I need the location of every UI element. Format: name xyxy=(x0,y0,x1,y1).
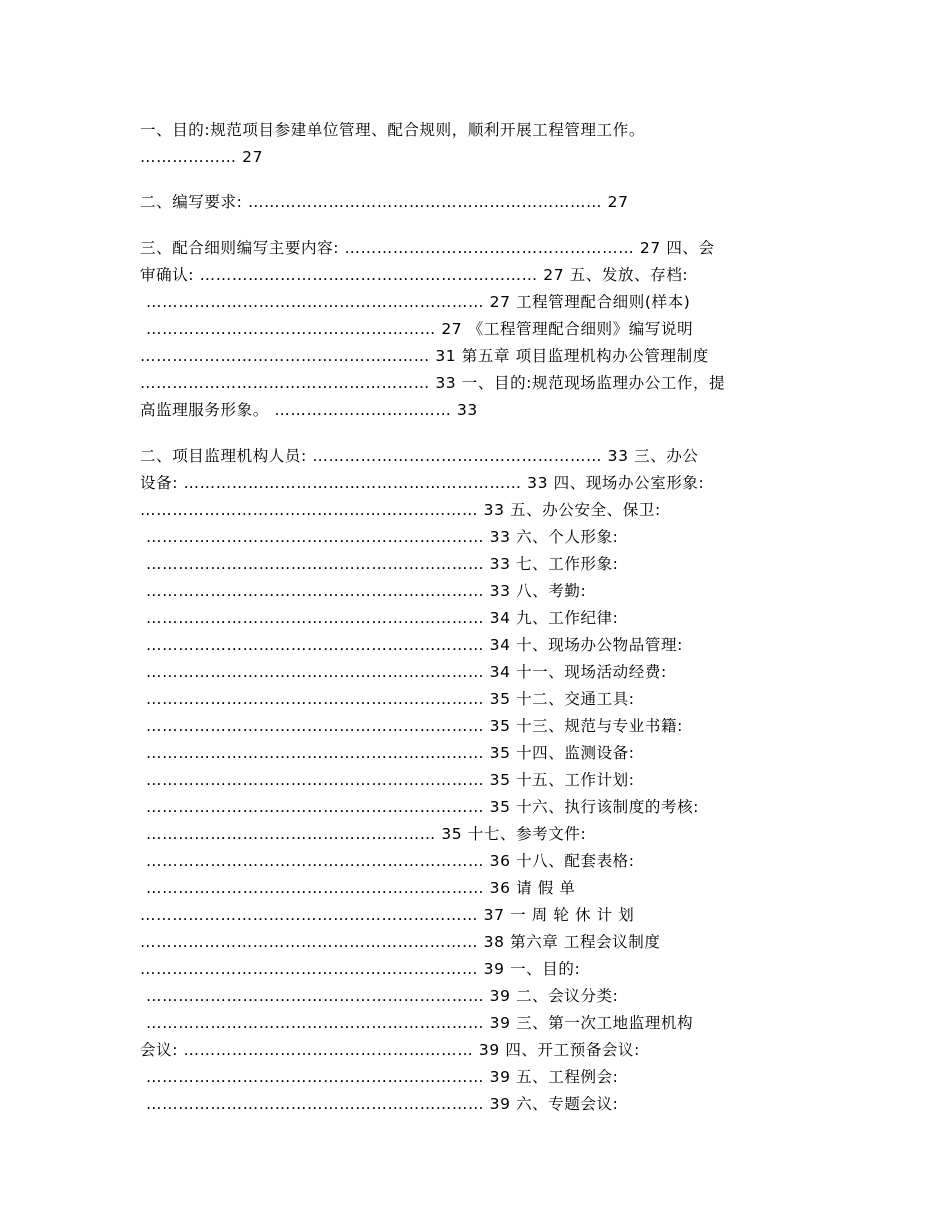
toc-line: ……………………………………………………… 36 十八、配套表格: xyxy=(146,852,635,870)
toc-line: ……………………………………………………… 39 二、会议分类: xyxy=(146,987,619,1005)
toc-line: 二、编写要求: ………………………………………………………… 27 xyxy=(140,193,629,211)
toc-line: 一、目的:规范项目参建单位管理、配合规则，顺利开展工程管理工作。 xyxy=(140,121,645,139)
toc-line: ……………………………………………………… 35 十三、规范与专业书籍: xyxy=(146,717,683,735)
toc-line: ……………………………………………………… 35 十五、工作计划: xyxy=(146,771,635,789)
toc-line: ……………………………………………………… 39 六、专题会议: xyxy=(146,1095,619,1113)
toc-line: ……………………………………………… 33 一、目的:规范现场监理办公工作，提 xyxy=(140,374,726,392)
toc-line: ……………………………………………………… 39 五、工程例会: xyxy=(146,1068,619,1086)
toc-line: ……………………………………………………… 34 九、工作纪律: xyxy=(146,609,619,627)
toc-line: ……………………………………………………… 37 一 周 轮 休 计 划 xyxy=(140,906,635,924)
toc-line: ……………… 27 xyxy=(140,148,264,166)
toc-line: 设备: ……………………………………………………… 33 四、现场办公室形象: xyxy=(140,474,705,492)
toc-line: 会议: ……………………………………………… 39 四、开工预备会议: xyxy=(140,1041,640,1059)
toc-line: ……………………………………………………… 34 十、现场办公物品管理: xyxy=(146,636,683,654)
toc-line: ……………………………………………………… 35 十二、交通工具: xyxy=(146,690,635,708)
toc-line: ……………………………………………………… 39 三、第一次工地监理机构 xyxy=(146,1014,694,1032)
toc-line: ……………………………………………………… 33 八、考勤: xyxy=(146,582,587,600)
toc-line: ……………………………………………………… 34 十一、现场活动经费: xyxy=(146,663,667,681)
toc-line: ……………………………………………………… 35 十六、执行该制度的考核: xyxy=(146,798,699,816)
toc-line: ……………………………………………………… 36 请 假 单 xyxy=(146,879,576,897)
toc-line: ……………………………………………………… 38 第六章 工程会议制度 xyxy=(140,933,661,951)
toc-line: ……………………………………………………… 33 五、办公安全、保卫: xyxy=(140,501,661,519)
toc-line: ……………………………………………………… 35 十四、监测设备: xyxy=(146,744,635,762)
toc-line: 三、配合细则编写主要内容: ……………………………………………… 27 四、会 xyxy=(140,239,715,257)
toc-line: ……………………………………………… 27 《工程管理配合细则》编写说明 xyxy=(146,320,694,338)
toc-line: 审确认: ……………………………………………………… 27 五、发放、存档: xyxy=(140,266,689,284)
toc-line: ……………………………………………… 31 第五章 项目监理机构办公管理制度 xyxy=(140,347,709,365)
toc-line: ……………………………………………………… 33 六、个人形象: xyxy=(146,528,619,546)
toc-line: ……………………………………………………… 33 七、工作形象: xyxy=(146,555,619,573)
toc-line: 二、项目监理机构人员: ……………………………………………… 33 三、办公 xyxy=(140,447,699,465)
toc-line: ……………………………………………… 35 十七、参考文件: xyxy=(146,825,587,843)
toc-line: ……………………………………………………… 39 一、目的: xyxy=(140,960,581,978)
toc-line: ……………………………………………………… 27 工程管理配合细则(样本) xyxy=(146,293,691,311)
toc-line: 高监理服务形象。 …………………………… 33 xyxy=(140,401,478,419)
